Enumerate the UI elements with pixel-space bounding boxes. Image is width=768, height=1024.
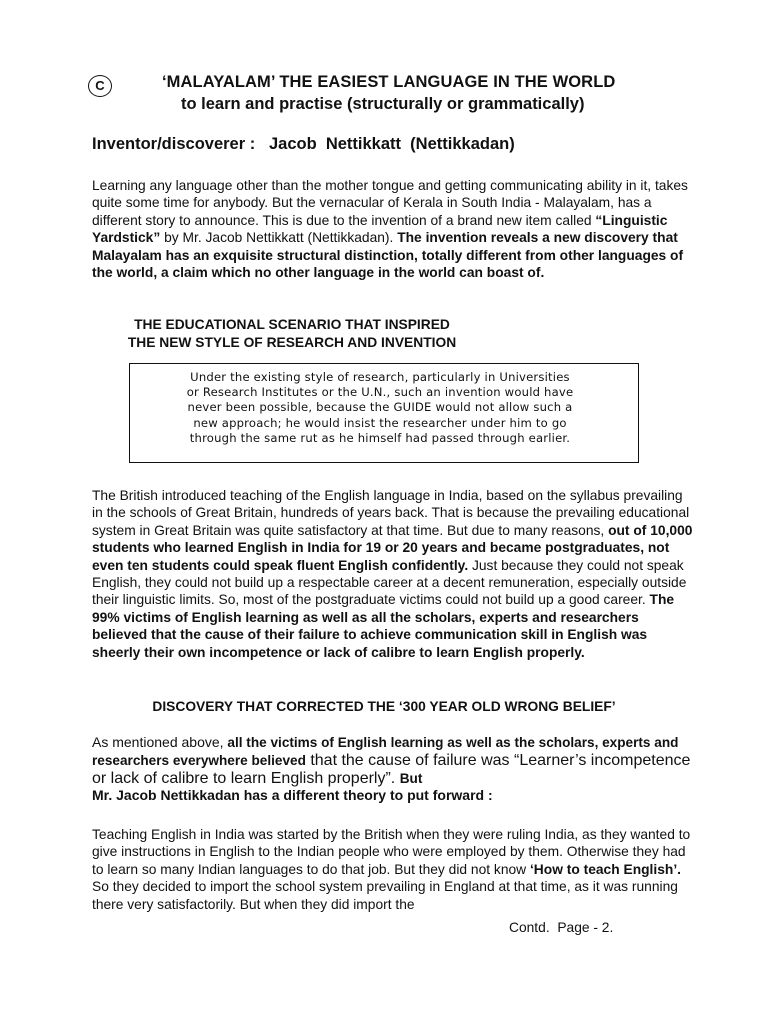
heading-line: THE NEW STYLE OF RESEARCH AND INVENTION bbox=[127, 334, 457, 350]
intro-text-a: Learning any language other than the mother tongue and getting communicating ability in it, takes quite some time for anybody. But the vernacular of Kerala in South India - Malayalam, has a different story to announce. This is due to the invention of a brand new item called bbox=[92, 178, 688, 228]
teaching-bold-a: ‘How to teach English’. bbox=[529, 861, 681, 877]
boxed-note-line: or Research Institutes or the U.N., such an invention would have bbox=[186, 385, 574, 400]
intro-text-b: by Mr. Jacob Nettikkatt (Nettikkadan). bbox=[160, 230, 398, 246]
intro-bold-a: “Linguistic Yardstick” bbox=[92, 212, 668, 246]
boxed-note-line: through the same rut as he himself had passed through earlier. bbox=[189, 430, 571, 445]
document-title: ‘MALAYALAM’ THE EASIEST LANGUAGE IN THE WORLD bbox=[162, 73, 616, 91]
boxed-note-line: Under the existing style of research, particularly in Universities bbox=[190, 370, 570, 384]
british-text-a: The British introduced teaching of the English language in India, based on the syllabus prevailing in the schools of Great Britain, hundreds of years back. That is because the prevailing educational system in Great Britain was quite satisfactory at that time. But due to many reasons, bbox=[92, 488, 690, 538]
intro-paragraph bbox=[92, 177, 696, 281]
section-heading-educational-scenario bbox=[94, 316, 490, 351]
teaching-text-b: So they decided to import the school system prevailing in England at that time, as it was running there very satisfactorily. But when they did import the bbox=[92, 879, 678, 912]
theory-bold-b: But bbox=[399, 770, 423, 786]
document-subtitle: to learn and practise (structurally or grammatically) bbox=[181, 95, 585, 113]
british-text-b: Just because they could not speak English, they could not build up a respectable career at a decent remuneration, especially outside their linguistic limits. So, most of the postgraduate victims could not build up a good career. bbox=[92, 557, 687, 608]
inventor-line: Inventor/discoverer : Jacob Nettikkatt (Nettikkadan) bbox=[92, 135, 515, 153]
teaching-history-paragraph bbox=[92, 826, 696, 913]
theory-text-a: As mentioned above, bbox=[92, 734, 228, 750]
boxed-note bbox=[140, 370, 620, 446]
section-heading-discovery: DISCOVERY THAT CORRECTED THE ‘300 YEAR OLD WRONG BELIEF’ bbox=[152, 699, 616, 714]
british-bold-b: The 99% victims of English learning as well as all the scholars, experts and researchers believed that the cause of their failure to achieve communication skill in English was sheerly their own incompetence or lack of calibre to learn English properly. bbox=[92, 592, 675, 660]
copyright-icon: C bbox=[88, 75, 112, 97]
theory-paragraph bbox=[92, 734, 696, 805]
theory-bold-a: all the victims of English learning as well as the scholars, experts and researchers everywhere believed bbox=[92, 735, 679, 768]
heading-line: THE EDUCATIONAL SCENARIO THAT INSPIRED bbox=[134, 317, 450, 332]
british-english-paragraph bbox=[92, 487, 696, 661]
boxed-note-line: never been possible, because the GUIDE would not allow such a bbox=[187, 400, 573, 415]
teaching-text-a: Teaching English in India was started by the British when they were ruling India, as they wanted to give instructions in English to the Indian people who were employed by them. Otherwise they had to learn so many Indian languages to do that job. But they did not know bbox=[92, 827, 691, 877]
boxed-note-line: new approach; he would insist the researcher under him to go bbox=[193, 415, 567, 430]
british-bold-a: out of 10,000 students who learned English in India for 19 or 20 years and became postgraduates, not even ten students could speak fluent English confidently. bbox=[92, 522, 693, 573]
intro-bold-b: The invention reveals a new discovery that Malayalam has an exquisite structural distinction, totally different from other languages of the world, a claim which no other language in the world can boast of. bbox=[92, 230, 684, 281]
theory-bold-c: Mr. Jacob Nettikkadan has a different theory to put forward : bbox=[92, 787, 493, 804]
continued-page-note: Contd. Page - 2. bbox=[509, 920, 614, 935]
theory-text-b: that the cause of failure was “Learner’s incompetence or lack of calibre to learn English properly”. bbox=[92, 751, 691, 787]
